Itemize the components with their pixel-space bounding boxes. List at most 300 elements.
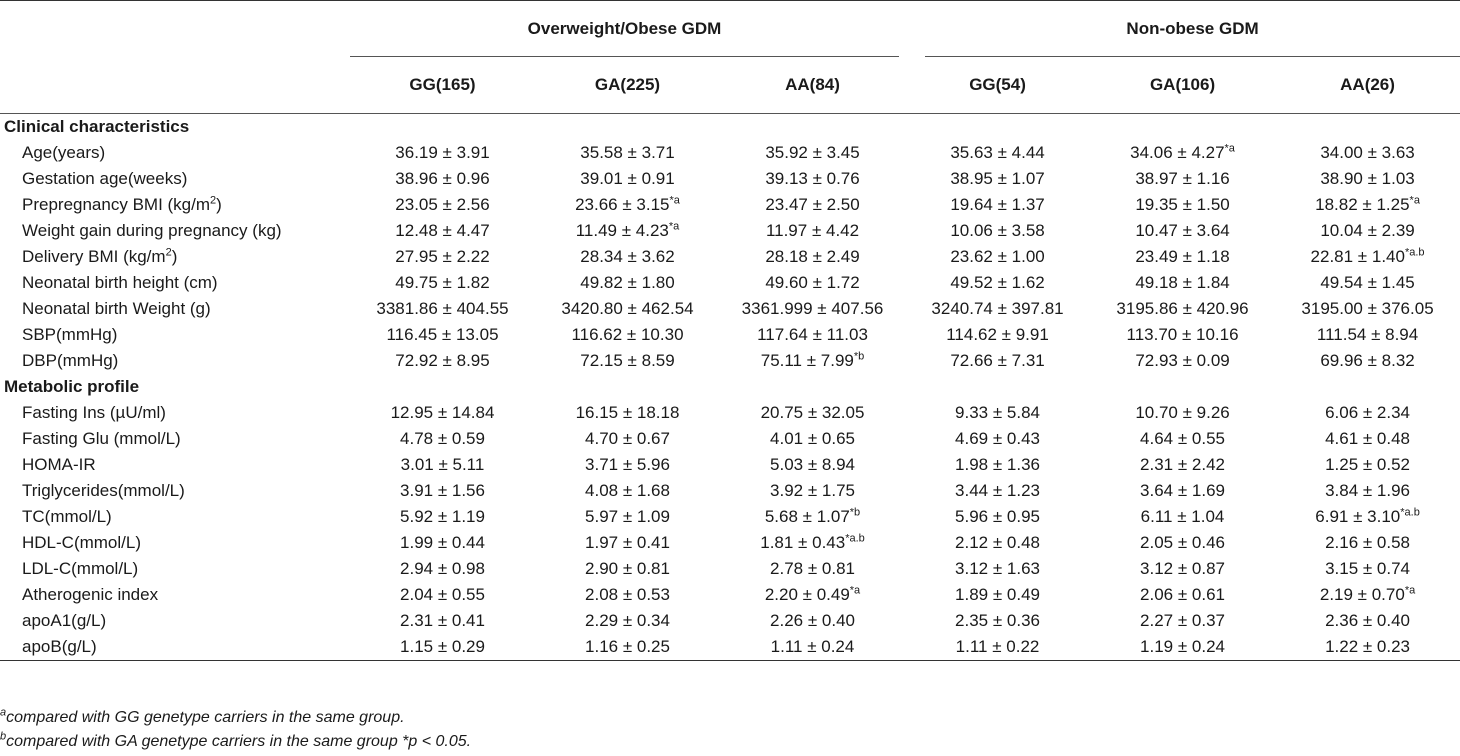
significance-mark: *a	[1404, 584, 1416, 597]
cell-value: 49.75 ± 1.82	[395, 273, 490, 292]
cell-value: 3.91 ± 1.56	[400, 481, 485, 500]
cell-value: 49.54 ± 1.45	[1320, 273, 1415, 292]
row-label	[0, 504, 350, 530]
table-cell	[535, 504, 720, 530]
cell-value: 5.92 ± 1.19	[400, 507, 485, 526]
table-cell	[535, 140, 720, 166]
cell-value: 72.93 ± 0.09	[1135, 351, 1230, 370]
row-label-text: Weight gain during pregnancy (kg)	[22, 221, 282, 240]
table-row	[0, 296, 1460, 322]
table-cell	[350, 166, 535, 192]
significance-mark: *a.b	[845, 532, 865, 545]
cell-value: 2.04 ± 0.55	[400, 585, 485, 604]
table-cell	[1275, 270, 1460, 296]
significance-mark: *a	[668, 220, 680, 233]
cell-value: 16.15 ± 18.18	[575, 403, 680, 422]
table-cell	[350, 556, 535, 582]
table-body	[0, 114, 1460, 661]
significance-mark: *a.b	[1400, 506, 1420, 519]
group-label-obese: Overweight/Obese GDM	[350, 1, 899, 57]
table-cell	[720, 608, 905, 634]
cell-value: 2.16 ± 0.58	[1325, 533, 1411, 552]
cell-value: 36.19 ± 3.91	[395, 143, 490, 162]
table-cell	[535, 400, 720, 426]
table-cell	[1090, 244, 1275, 270]
genotype-header-row	[0, 57, 1460, 114]
row-label-text: Neonatal birth height (cm)	[22, 273, 218, 292]
significance-mark: *a	[669, 194, 680, 207]
table-cell	[1275, 504, 1460, 530]
footnote-b	[0, 732, 471, 752]
table-cell	[905, 270, 1090, 296]
cell-value: 2.29 ± 0.34	[585, 611, 670, 630]
table-cell	[1090, 192, 1275, 218]
table-cell	[1090, 530, 1275, 556]
table-row	[0, 218, 1460, 244]
table-row	[0, 504, 1460, 530]
cell-value: 19.35 ± 1.50	[1135, 195, 1230, 214]
table-cell	[720, 244, 905, 270]
cell-value: 117.64 ± 11.03	[757, 325, 868, 344]
table-cell	[905, 582, 1090, 608]
group-label-nonobese: Non-obese GDM	[925, 1, 1460, 57]
footnote-text: compared with GA genetype carriers in the same group *p < 0.05.	[6, 733, 472, 750]
table-cell	[905, 296, 1090, 322]
cell-value: 2.27 ± 0.37	[1140, 611, 1225, 630]
table-cell	[1275, 218, 1460, 244]
table-cell	[350, 192, 535, 218]
row-label-text: apoA1(g/L)	[22, 611, 107, 630]
footnote-text: compared with GG genetype carriers in the same group.	[6, 709, 405, 726]
table-cell	[535, 166, 720, 192]
cell-value: 1.19 ± 0.24	[1140, 637, 1225, 656]
cell-value: 4.69 ± 0.43	[955, 429, 1040, 448]
table-cell	[350, 504, 535, 530]
cell-value: 1.22 ± 0.23	[1325, 637, 1411, 656]
cell-value: 38.96 ± 0.96	[395, 169, 490, 188]
table-cell	[535, 556, 720, 582]
table-row	[0, 452, 1460, 478]
row-label-text: HDL-C(mmol/L)	[22, 533, 141, 552]
cell-value: 1.89 ± 0.49	[955, 585, 1040, 604]
cell-value: 23.66 ± 3.15	[575, 195, 670, 214]
table-cell	[350, 322, 535, 348]
cell-value: 4.78 ± 0.59	[400, 429, 485, 448]
table-cell	[535, 426, 720, 452]
table-cell	[1090, 504, 1275, 530]
cell-value: 3381.86 ± 404.55	[376, 299, 509, 318]
table-cell	[1275, 634, 1460, 661]
table-cell	[905, 556, 1090, 582]
table-row	[0, 608, 1460, 634]
cell-value: 2.19 ± 0.70	[1319, 585, 1405, 604]
table-cell	[905, 426, 1090, 452]
stub-subheader	[0, 57, 350, 114]
table-cell	[1275, 400, 1460, 426]
table-cell	[1090, 348, 1275, 374]
group-header-row	[0, 1, 1460, 58]
row-label-text: Neonatal birth Weight (g)	[22, 299, 211, 318]
cell-value: 1.97 ± 0.41	[585, 533, 670, 552]
cell-value: 49.60 ± 1.72	[765, 273, 860, 292]
table-cell	[1275, 582, 1460, 608]
table-cell	[1275, 322, 1460, 348]
cell-value: 5.97 ± 1.09	[585, 507, 670, 526]
table-cell	[905, 244, 1090, 270]
cell-value: 11.97 ± 4.42	[765, 221, 860, 240]
cell-value: 10.04 ± 2.39	[1320, 221, 1415, 240]
row-label	[0, 478, 350, 504]
significance-mark: *b	[849, 506, 861, 519]
cell-value: 72.66 ± 7.31	[950, 351, 1045, 370]
cell-value: 72.15 ± 8.59	[580, 351, 675, 370]
cell-value: 28.34 ± 3.62	[580, 247, 675, 266]
cell-value: 12.48 ± 4.47	[395, 221, 490, 240]
row-label-text: Fasting Glu (mmol/L)	[22, 429, 181, 448]
row-label	[0, 582, 350, 608]
cell-value: 6.91 ± 3.10	[1315, 507, 1401, 526]
cell-value: 4.08 ± 1.68	[585, 481, 670, 500]
row-label	[0, 218, 350, 244]
table-cell	[905, 504, 1090, 530]
cell-value: 2.78 ± 0.81	[770, 559, 855, 578]
table-cell	[1090, 140, 1275, 166]
cell-value: 35.92 ± 3.45	[765, 143, 860, 162]
table-cell	[720, 452, 905, 478]
table-cell	[720, 192, 905, 218]
row-label-text: Triglycerides(mmol/L)	[22, 481, 185, 500]
cell-value: 2.26 ± 0.40	[770, 611, 855, 630]
table-cell	[535, 270, 720, 296]
row-label-text: Fasting Ins (µU/ml)	[22, 403, 166, 422]
table-row	[0, 478, 1460, 504]
cell-value: 75.11 ± 7.99	[760, 351, 854, 370]
row-label	[0, 192, 350, 218]
table-cell	[350, 270, 535, 296]
table-cell	[905, 166, 1090, 192]
table-cell	[905, 452, 1090, 478]
row-label-text: DBP(mmHg)	[22, 351, 119, 370]
section-title: Clinical characteristics	[4, 117, 190, 136]
cell-value: 19.64 ± 1.37	[950, 195, 1045, 214]
table-cell	[1275, 192, 1460, 218]
table-cell	[720, 348, 905, 374]
table-cell	[1275, 140, 1460, 166]
cell-value: 38.90 ± 1.03	[1320, 169, 1415, 188]
cell-value: 3.01 ± 5.11	[400, 455, 485, 474]
row-label	[0, 556, 350, 582]
table-cell	[905, 634, 1090, 661]
significance-mark: *a	[849, 584, 861, 597]
cell-value: 2.35 ± 0.36	[955, 611, 1040, 630]
table-cell	[720, 582, 905, 608]
cell-value: 3.64 ± 1.69	[1140, 481, 1225, 500]
cell-value: 9.33 ± 5.84	[955, 403, 1040, 422]
cell-value: 1.15 ± 0.29	[400, 637, 485, 656]
table-row	[0, 426, 1460, 452]
cell-value: 113.70 ± 10.16	[1126, 325, 1239, 344]
table-cell	[535, 530, 720, 556]
row-label-end: )	[216, 195, 222, 214]
cell-value: 23.05 ± 2.56	[395, 195, 490, 214]
cell-value: 2.31 ± 0.41	[400, 611, 485, 630]
cell-value: 39.13 ± 0.76	[765, 169, 860, 188]
table-cell	[535, 608, 720, 634]
cell-value: 114.62 ± 9.91	[946, 325, 1049, 344]
table-cell	[1090, 608, 1275, 634]
table-row	[0, 530, 1460, 556]
table-row	[0, 634, 1460, 661]
table-cell	[720, 426, 905, 452]
significance-mark: *b	[853, 350, 865, 363]
cell-value: 1.16 ± 0.25	[585, 637, 670, 656]
table-cell	[535, 296, 720, 322]
cell-value: 12.95 ± 14.84	[390, 403, 495, 422]
table-cell	[1275, 296, 1460, 322]
cell-value: 3240.74 ± 397.81	[931, 299, 1064, 318]
table-cell	[350, 140, 535, 166]
table-cell	[1090, 634, 1275, 661]
table-cell	[535, 218, 720, 244]
table-cell	[720, 504, 905, 530]
cell-value: 49.82 ± 1.80	[580, 273, 675, 292]
table-cell	[905, 400, 1090, 426]
row-label	[0, 608, 350, 634]
row-label	[0, 140, 350, 166]
row-label	[0, 530, 350, 556]
table-cell	[905, 192, 1090, 218]
table-cell	[535, 192, 720, 218]
table-cell	[350, 296, 535, 322]
cell-value: 3361.999 ± 407.56	[741, 299, 884, 318]
cell-value: 39.01 ± 0.91	[580, 169, 675, 188]
row-label-text: Age(years)	[22, 143, 106, 162]
table-row	[0, 400, 1460, 426]
row-label	[0, 452, 350, 478]
table-cell	[905, 322, 1090, 348]
table-row	[0, 140, 1460, 166]
row-label	[0, 296, 350, 322]
cell-value: 111.54 ± 8.94	[1316, 325, 1419, 344]
group-header-nonobese	[905, 1, 1460, 58]
row-label-text: Prepregnancy BMI (kg/m	[22, 195, 211, 214]
table-cell	[1090, 582, 1275, 608]
table-cell	[350, 608, 535, 634]
table-cell	[1275, 530, 1460, 556]
cell-value: 116.62 ± 10.30	[571, 325, 684, 344]
row-label-text: SBP(mmHg)	[22, 325, 118, 344]
row-label	[0, 400, 350, 426]
cell-value: 6.06 ± 2.34	[1325, 403, 1411, 422]
table-cell	[1275, 166, 1460, 192]
table-cell	[1090, 270, 1275, 296]
table-cell	[1275, 426, 1460, 452]
cell-value: 6.11 ± 1.04	[1140, 507, 1225, 526]
row-label-text: LDL-C(mmol/L)	[22, 559, 139, 578]
group-header-obese	[350, 1, 905, 58]
genotype-header: GG(165)	[409, 75, 476, 94]
table-row	[0, 192, 1460, 218]
row-label-end: )	[171, 247, 178, 266]
table-cell	[1090, 166, 1275, 192]
cell-value: 3.12 ± 0.87	[1140, 559, 1225, 578]
table-cell	[535, 322, 720, 348]
cell-value: 72.92 ± 8.95	[395, 351, 490, 370]
table-cell	[350, 400, 535, 426]
table-cell	[1275, 244, 1460, 270]
cell-value: 2.08 ± 0.53	[585, 585, 670, 604]
cell-value: 2.05 ± 0.46	[1140, 533, 1225, 552]
row-label-text: Delivery BMI (kg/m	[22, 247, 166, 266]
cell-value: 1.25 ± 0.52	[1325, 455, 1411, 474]
table-cell	[1275, 452, 1460, 478]
row-label	[0, 322, 350, 348]
table-cell	[350, 634, 535, 661]
stub-header	[0, 1, 350, 58]
table-cell	[720, 166, 905, 192]
table-cell	[720, 296, 905, 322]
table-cell	[1090, 322, 1275, 348]
cell-value: 116.45 ± 13.05	[386, 325, 499, 344]
cell-value: 10.70 ± 9.26	[1135, 403, 1230, 422]
cell-value: 4.61 ± 0.48	[1325, 429, 1411, 448]
table-cell	[535, 452, 720, 478]
table-cell	[720, 634, 905, 661]
row-label-text: Gestation age(weeks)	[22, 169, 188, 188]
table-cell	[535, 244, 720, 270]
table-cell	[720, 270, 905, 296]
table-cell	[1090, 452, 1275, 478]
cell-value: 3195.86 ± 420.96	[1116, 299, 1249, 318]
cell-value: 38.97 ± 1.16	[1135, 169, 1230, 188]
cell-value: 23.62 ± 1.00	[950, 247, 1045, 266]
table-cell	[905, 608, 1090, 634]
significance-mark: *a.b	[1404, 246, 1425, 259]
cell-value: 11.49 ± 4.23	[575, 221, 669, 240]
table-cell	[720, 530, 905, 556]
genotype-header: GG(54)	[969, 75, 1026, 94]
cell-value: 4.70 ± 0.67	[585, 429, 670, 448]
table-cell	[1090, 478, 1275, 504]
cell-value: 18.82 ± 1.25	[1315, 195, 1410, 214]
row-label-superscript: 2	[165, 246, 172, 259]
row-label	[0, 426, 350, 452]
table-cell	[905, 348, 1090, 374]
cell-value: 4.64 ± 0.55	[1140, 429, 1225, 448]
table-cell	[905, 140, 1090, 166]
cell-value: 28.18 ± 2.49	[765, 247, 860, 266]
table-cell	[720, 556, 905, 582]
cell-value: 5.96 ± 0.95	[955, 507, 1040, 526]
cell-value: 27.95 ± 2.22	[395, 247, 490, 266]
cell-value: 1.11 ± 0.24	[770, 637, 855, 656]
table-row	[0, 556, 1460, 582]
cell-value: 1.11 ± 0.22	[955, 637, 1040, 656]
table-cell	[350, 218, 535, 244]
cell-value: 2.20 ± 0.49	[764, 585, 850, 604]
cell-value: 3.92 ± 1.75	[770, 481, 855, 500]
cell-value: 23.49 ± 1.18	[1135, 247, 1230, 266]
section-title: Metabolic profile	[4, 377, 140, 396]
genotype-header: GA(225)	[594, 75, 661, 94]
cell-value: 34.00 ± 3.63	[1320, 143, 1415, 162]
cell-value: 69.96 ± 8.32	[1320, 351, 1415, 370]
row-label-superscript: 2	[210, 194, 217, 207]
cell-value: 3.44 ± 1.23	[955, 481, 1040, 500]
cell-value: 35.58 ± 3.71	[580, 143, 675, 162]
row-label-text: apoB(g/L)	[22, 637, 97, 656]
cell-value: 3.12 ± 1.63	[955, 559, 1040, 578]
table-cell	[905, 530, 1090, 556]
table-cell	[1090, 400, 1275, 426]
section-header-row	[0, 114, 1460, 141]
row-label-text: Atherogenic index	[22, 585, 159, 604]
cell-value: 1.98 ± 1.36	[955, 455, 1040, 474]
cell-value: 38.95 ± 1.07	[950, 169, 1045, 188]
table-cell	[720, 218, 905, 244]
table-cell	[535, 634, 720, 661]
table-cell	[350, 582, 535, 608]
cell-value: 2.36 ± 0.40	[1325, 611, 1411, 630]
footnote-a	[0, 708, 405, 728]
cell-value: 2.31 ± 2.42	[1140, 455, 1225, 474]
table-row	[0, 166, 1460, 192]
cell-value: 4.01 ± 0.65	[770, 429, 855, 448]
cell-value: 35.63 ± 4.44	[950, 143, 1045, 162]
table-cell	[720, 400, 905, 426]
cell-value: 10.06 ± 3.58	[950, 221, 1045, 240]
cell-value: 22.81 ± 1.40	[1310, 247, 1405, 266]
table-cell	[350, 452, 535, 478]
genotype-header: AA(84)	[785, 75, 840, 94]
significance-mark: *a	[1409, 194, 1420, 207]
table-cell	[535, 348, 720, 374]
genotype-header: AA(26)	[1340, 75, 1395, 94]
cell-value: 3420.80 ± 462.54	[561, 299, 694, 318]
row-label-text: TC(mmol/L)	[22, 507, 112, 526]
cell-value: 3.84 ± 1.96	[1325, 481, 1411, 500]
table-cell	[1275, 348, 1460, 374]
row-label	[0, 270, 350, 296]
table-row	[0, 322, 1460, 348]
table-cell	[720, 140, 905, 166]
cell-value: 2.12 ± 0.48	[955, 533, 1040, 552]
row-label	[0, 244, 350, 270]
cell-value: 2.94 ± 0.98	[400, 559, 485, 578]
table-cell	[350, 478, 535, 504]
table-cell	[1275, 608, 1460, 634]
table-cell	[535, 582, 720, 608]
cell-value: 5.03 ± 8.94	[770, 455, 855, 474]
cell-value: 1.99 ± 0.44	[400, 533, 485, 552]
table-cell	[1090, 426, 1275, 452]
genotype-header: GA(106)	[1149, 75, 1216, 94]
footnote-mark: a	[0, 706, 7, 719]
cell-value: 1.81 ± 0.43	[760, 533, 846, 552]
section-header-row	[0, 374, 1460, 400]
cell-value: 3.71 ± 5.96	[585, 455, 670, 474]
cell-value: 2.06 ± 0.61	[1140, 585, 1225, 604]
cell-value: 49.18 ± 1.84	[1135, 273, 1230, 292]
table-cell	[350, 348, 535, 374]
table-cell	[1275, 478, 1460, 504]
row-label-text: HOMA-IR	[22, 455, 96, 474]
cell-value: 49.52 ± 1.62	[950, 273, 1045, 292]
table-row	[0, 270, 1460, 296]
table-cell	[720, 322, 905, 348]
table-cell	[905, 478, 1090, 504]
cell-value: 10.47 ± 3.64	[1135, 221, 1230, 240]
